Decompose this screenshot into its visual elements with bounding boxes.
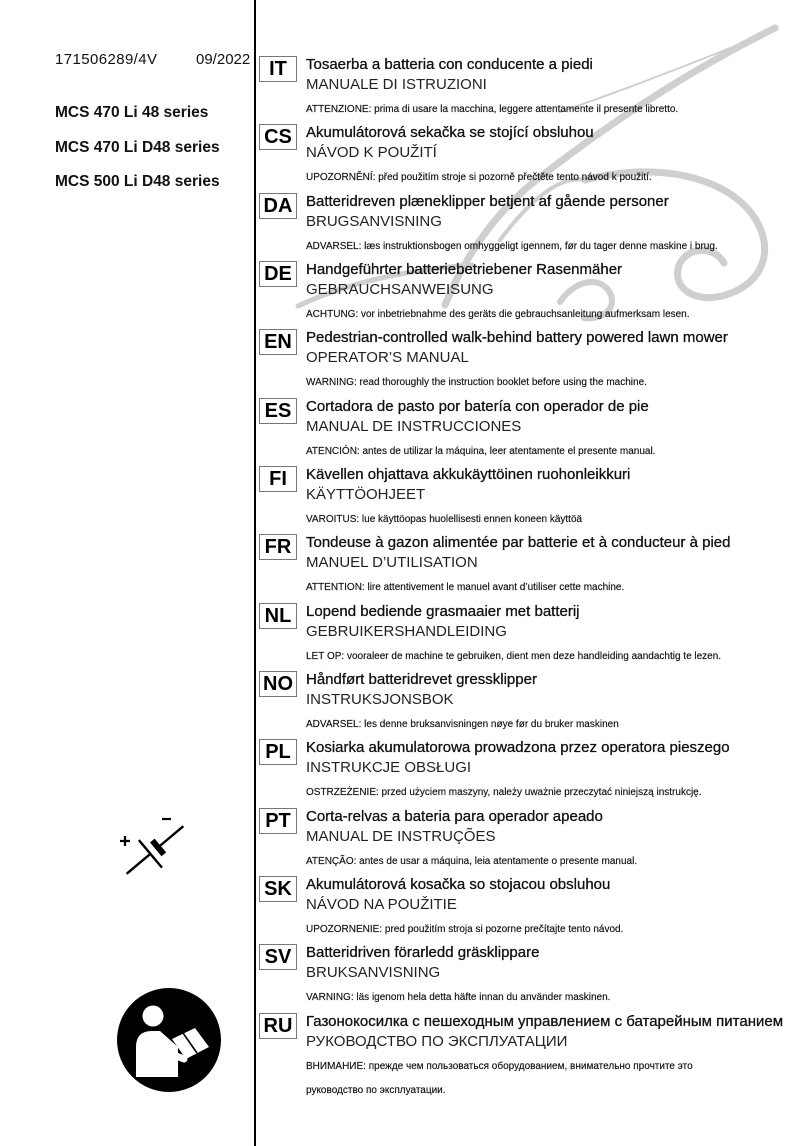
warning-line: ADVARSEL: les denne bruksanvisningen nøye før du bruker maskinen <box>306 719 619 731</box>
manual-title: BRUGSANVISNING <box>306 212 442 230</box>
language-section-nl <box>258 602 798 670</box>
language-code-badge: FI <box>259 466 297 492</box>
product-title: Tondeuse à gazon alimentée par batterie et à conducteur à pied <box>306 534 731 552</box>
warning-line: WARNING: read thoroughly the instruction booklet before using the machine. <box>306 377 647 389</box>
language-section-no <box>258 670 798 738</box>
product-title: Lopend bediende grasmaaier met batterij <box>306 602 580 620</box>
language-code-badge: ES <box>259 398 297 424</box>
language-code-badge: EN <box>259 329 297 355</box>
language-code-badge: NO <box>259 671 297 697</box>
language-section-fi <box>258 465 798 533</box>
warning-line: ATTENZIONE: prima di usare la macchina, leggere attentamente il presente libretto. <box>306 104 679 115</box>
language-section-pl <box>258 738 798 806</box>
language-section-cs <box>258 123 798 191</box>
warning-block <box>306 781 702 805</box>
warning-line: ВНИМАНИЕ: прежде чем пользоваться оборудованием, внимательно прочтите это <box>306 1060 693 1072</box>
figure-head <box>143 1006 164 1027</box>
manual-title: INSTRUKCJE OBSŁUGI <box>306 759 472 777</box>
manual-title: OPERATOR’S MANUAL <box>306 349 469 367</box>
product-title: Kävellen ohjattava akkukäyttöinen ruohonleikkuri <box>306 466 631 484</box>
warning-block <box>306 576 624 600</box>
warning-block <box>306 166 652 190</box>
warning-line: OSTRZEŻENIE: przed użyciem maszyny, należy uważnie przeczytać niniejszą instrukcję. <box>306 787 702 799</box>
language-code-badge: PT <box>259 808 297 834</box>
warning-line: ATENCIÓN: antes de utilizar la máquina, leer atentamente el presente manual. <box>306 445 656 457</box>
product-title: Akumulátorová sekačka se stojící obsluhou <box>306 124 594 142</box>
battery-wire-left <box>127 854 151 874</box>
manual-title: KÄYTTÖOHJEET <box>306 486 426 504</box>
warning-line: UPOZORNĚNÍ: před použitím stroje si pozorně přečtěte tento návod k použití. <box>306 172 652 184</box>
product-title: Cortadora de pasto por batería con operador de pie <box>306 397 649 415</box>
product-title: Газонокосилка с пешеходным управлением с батарейным питанием <box>306 1012 784 1030</box>
language-section-sv <box>258 943 798 1011</box>
manual-title: MANUAL DE INSTRUCCIONES <box>306 417 522 435</box>
manual-title: NÁVOD K POUŽITÍ <box>306 144 437 162</box>
warning-block <box>306 303 690 327</box>
warning-line: ATTENTION: lire attentivement le manuel avant d’utiliser cette machine. <box>306 582 625 594</box>
warning-block <box>306 713 619 737</box>
language-sections <box>258 55 798 1096</box>
language-section-de <box>258 260 798 328</box>
vertical-divider <box>254 0 256 1146</box>
product-title: Tosaerba a batteria con conducente a piedi <box>306 56 593 73</box>
language-code-badge: DA <box>259 193 297 219</box>
language-code-badge: SV <box>259 944 297 970</box>
document-code: 171506289/4V <box>55 51 158 68</box>
product-title: Akumulátorová kosačka so stojacou obsluhou <box>306 876 611 894</box>
product-title: Batteridriven förarledd gräsklippare <box>306 944 540 962</box>
warning-line: VARNING: läs igenom hela detta häfte innan du använder maskinen. <box>306 992 611 1004</box>
manual-title: MANUAL DE INSTRUÇÕES <box>306 827 496 845</box>
warning-line: UPOZORNENIE: pred použitím stroja si pozorne prečítajte tento návod. <box>306 924 624 936</box>
warning-line: ACHTUNG: vor inbetriebnahme des geräts die gebrauchsanleitung aufmerksam lesen. <box>306 309 690 321</box>
battery-symbol-icon <box>110 808 200 888</box>
model-name: MCS 500 Li D48 series <box>55 173 220 190</box>
warning-line: LET OP: vooraleer de machine te gebruiken, dient men deze handleiding aandachtig te lezen. <box>306 650 722 662</box>
language-code-badge: PL <box>259 739 297 765</box>
language-code-badge: DE <box>259 261 297 287</box>
language-code-badge: NL <box>259 603 297 629</box>
warning-block <box>306 918 623 942</box>
language-code-badge: IT <box>259 56 297 82</box>
warning-block <box>306 508 582 532</box>
manual-title: BRUKSANVISNING <box>306 964 441 982</box>
model-name: MCS 470 Li 48 series <box>55 104 209 121</box>
language-section-fr <box>258 533 798 601</box>
language-section-sk <box>258 875 798 943</box>
warning-line: VAROITUS: lue käyttöopas huolellisesti ennen koneen käyttöä <box>306 514 583 526</box>
manual-title: MANUALE DI ISTRUZIONI <box>306 76 487 93</box>
warning-block <box>306 371 647 395</box>
language-section-it <box>258 55 798 123</box>
warning-block <box>306 1055 693 1103</box>
product-title: Håndført batteridrevet gressklipper <box>306 671 537 689</box>
product-title: Corta-relvas a bateria para operador apeado <box>306 807 603 825</box>
product-title: Batteridreven plæneklipper betjent af gående personer <box>306 192 669 210</box>
manual-title: NÁVOD NA POUŽITIE <box>306 896 457 914</box>
read-manual-icon <box>116 987 222 1093</box>
manual-title: INSTRUKSJONSBOK <box>306 691 454 709</box>
language-code-badge: RU <box>259 1013 297 1039</box>
manual-title: GEBRUIKERSHANDLEIDING <box>306 622 507 640</box>
language-code-badge: SK <box>259 876 297 902</box>
language-section-es <box>258 397 798 465</box>
warning-block <box>306 98 678 122</box>
language-code-badge: FR <box>259 534 297 560</box>
warning-line: ATENÇÃO: antes de usar a máquina, leia atentamente o presente manual. <box>306 855 638 867</box>
plus-sign-icon <box>120 836 130 846</box>
warning-block <box>306 850 637 874</box>
language-section-ru <box>258 1012 798 1096</box>
document-date: 09/2022 <box>196 51 251 68</box>
product-title: Handgeführter batteriebetriebener Rasenmäher <box>306 261 623 279</box>
warning-line: руководство по эксплуатации. <box>306 1084 446 1096</box>
product-title: Kosiarka akumulatorowa prowadzona przez operatora pieszego <box>306 739 730 757</box>
manual-title: РУКОВОДСТВО ПО ЭКСПЛУАТАЦИИ <box>306 1032 568 1050</box>
warning-block <box>306 645 721 669</box>
model-list <box>55 103 220 207</box>
manual-title: GEBRAUCHSANWEISUNG <box>306 281 494 299</box>
model-name: MCS 470 Li D48 series <box>55 138 220 156</box>
warning-block <box>306 986 610 1010</box>
language-code-badge: CS <box>259 124 297 150</box>
product-title: Pedestrian-controlled walk-behind battery powered lawn mower <box>306 329 728 347</box>
warning-block <box>306 440 655 464</box>
language-section-pt <box>258 807 798 875</box>
warning-line: ADVARSEL: læs instruktionsbogen omhyggeligt igennem, før du tager denne maskine i brug. <box>306 240 718 252</box>
manual-title: MANUEL D’UTILISATION <box>306 554 478 572</box>
battery-wire-right <box>160 826 183 845</box>
language-section-en <box>258 328 798 396</box>
language-section-da <box>258 192 798 260</box>
warning-block <box>306 235 718 259</box>
